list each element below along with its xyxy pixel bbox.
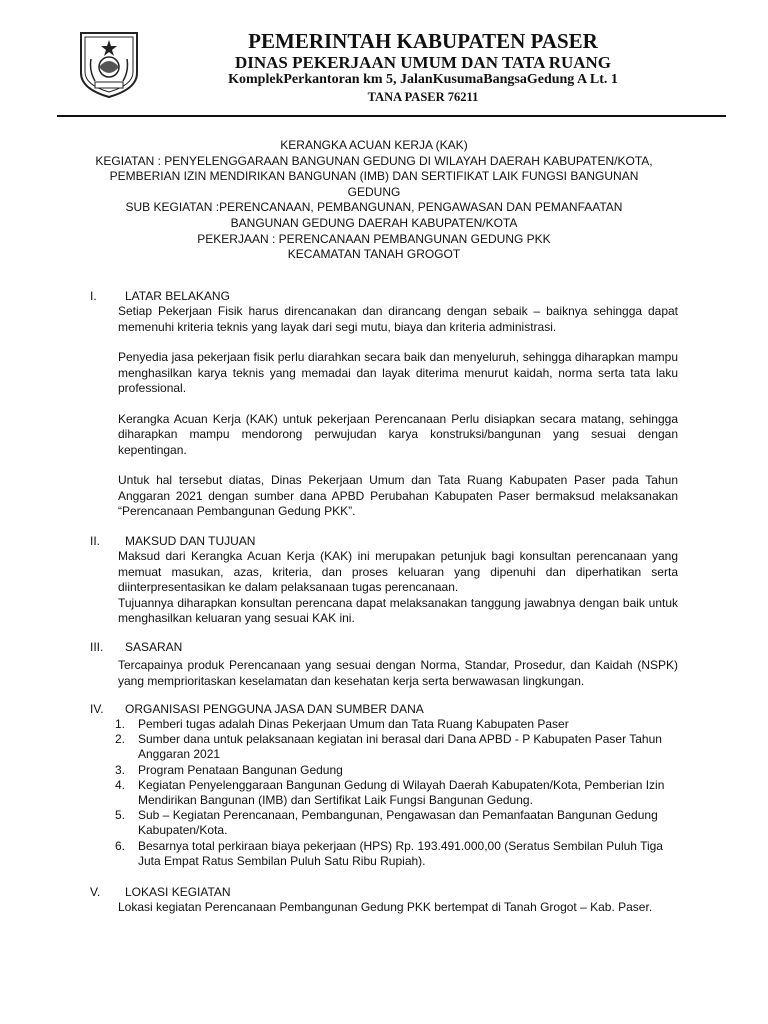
section-organisasi [90,702,686,869]
section-number: III. [90,640,104,654]
letterhead-address: KomplekPerkantoran km 5, JalanKusumaBangsaGedung A Lt. 1 [228,72,618,87]
list-item-number: 3. [115,762,126,777]
sub-activity-title-line: SUB KEGIATAN :PERENCANAAN, PEMBANGUNAN, PENGAWASAN DAN PEMANFAATAN [125,200,623,215]
letterhead [0,0,768,120]
section-number: II. [90,534,101,548]
section-title: MAKSUD DAN TUJUAN [125,534,256,548]
paragraph: Penyedia jasa pekerjaan fisik perlu diarahkan secara baik dan menyeluruh, sehingga diharapkan mampu menghasilkan karya teknis yang memadai dan layak diterima menurut kaidah, norma serta tata laku professional. [118,350,678,395]
paragraph: Lokasi kegiatan Perencanaan Pembangunan Gedung PKK bertempat di Tanah Grogot – Kab. Paser. [118,900,653,914]
regency-emblem-icon [77,29,141,99]
section-heading [90,534,686,549]
section-title: LOKASI KEGIATAN [125,885,231,899]
activity-title-line: KEGIATAN : PENYELENGGARAAN BANGUNAN GEDUNG DI WILAYAH DAERAH KABUPATEN/KOTA, [95,153,653,168]
section-heading [90,885,686,900]
section-lokasi-kegiatan [90,885,686,916]
section-maksud-dan-tujuan [90,534,686,627]
list-item-text: Pemberi tugas adalah Dinas Pekerjaan Umum dan Tata Ruang Kabupaten Paser [138,717,569,731]
list-item [115,778,678,808]
list-item [115,717,678,732]
list-item [115,839,678,869]
paragraph: Setiap Pekerjaan Fisik harus direncanakan dan dirancang dengan sebaik – baiknya sehingga dapat memenuhi kriteria teknis yang layak dari segi mutu, biaya dan kriteria administrasi. [118,304,678,334]
paragraph: Tujuannya diharapkan konsultan perencana dapat melaksanakan tanggung jawabnya dengan baik untuk menghasilkan keluaran yang sesuai KAK ini. [118,595,678,625]
document-title: KERANGKA ACUAN KERJA (KAK) [280,138,468,152]
section-title: LATAR BELAKANG [125,289,230,303]
list-item [115,808,678,838]
section-sasaran [90,640,686,689]
list-item-text: Besarnya total perkiraan biaya pekerjaan (HPS) Rp. 193.491.000,00 (Seratus Sembilan Puluh Tiga Juta Empat Ratus Sembilan Puluh Satu Ribu Rupiah). [138,838,663,868]
section-heading [90,702,686,717]
list-item-text: Sub – Kegiatan Perencanaan, Pembangunan, Pengawasan dan Pemanfaatan Bangunan Gedung Kabupaten/Kota. [138,808,658,838]
letterhead-city-postcode: TANA PASER 76211 [367,90,479,104]
list-item-number: 4. [115,777,126,792]
section-body [118,549,678,627]
district-title-line: KECAMATAN TANAH GROGOT [287,247,461,262]
section-body [118,900,678,916]
section-heading [90,640,686,655]
section-heading [90,289,686,304]
activity-title-line: GEDUNG [347,184,401,199]
letterhead-divider [57,115,726,117]
section-title: SASARAN [125,640,183,654]
paragraph: Tercapainya produk Perencanaan yang sesuai dengan Norma, Standar, Prosedur, dan Kaidah (NSPK) yang memprioritaskan keselamatan dan kesehatan kerja serta berwawasan lingkungan. [118,658,678,688]
list-item-number: 6. [115,838,126,853]
list-item [115,763,678,778]
letterhead-department-name: DINAS PEKERJAAN UMUM DAN TATA RUANG [234,53,612,72]
section-title: ORGANISASI PENGGUNA JASA DAN SUMBER DANA [125,702,424,716]
section-latar-belakang [90,289,686,520]
document-title-block [80,138,668,263]
list-item-text: Program Penataan Bangunan Gedung [138,762,343,777]
section-body [118,304,678,520]
list-item-number: 1. [115,717,126,731]
letterhead-government-name: PEMERINTAH KABUPATEN PASER [248,29,598,53]
activity-title-line: PEMBERIAN IZIN MENDIRIKAN BANGUNAN (IMB) DAN SERTIFIKAT LAIK FUNGSI BANGUNAN [109,169,639,184]
work-title-line: PEKERJAAN : PERENCANAAN PEMBANGUNAN GEDUNG PKK [197,231,551,246]
list-item [115,732,678,762]
numbered-list [115,717,678,869]
list-item-number: 2. [115,732,126,747]
section-body [118,658,678,689]
paragraph: Kerangka Acuan Kerja (KAK) untuk pekerjaan Perencanaan Perlu disiapkan secara matang, sehingga diharapkan mampu mendorong perwujudan karya konstruksi/bangunan yang sesuai dengan kepentingan. [118,411,678,457]
list-item-text: Sumber dana untuk pelaksanaan kegiatan ini berasal dari Dana APBD - P Kabupaten Paser Tahun Anggaran 2021 [138,732,662,762]
section-number: I. [90,289,97,303]
paragraph: Untuk hal tersebut diatas, Dinas Pekerjaan Umum dan Tata Ruang Kabupaten Paser pada Tahun Anggaran 2021 dengan sumber dana APBD Perubahan Kabupaten Paser bermaksud melaksanakan “Perencanaan Pembangunan Gedung PKK”. [118,473,678,518]
paragraph: Maksud dari Kerangka Acuan Kerja (KAK) ini merupakan petunjuk bagi konsultan perencanaan yang memuat masukan, azas, kriteria, dan proses keluaran yang dipenuhi dan diperhatikan serta diinterpresentasikan ke dalam pelaksanaan tugas perencanaan. [118,549,678,594]
list-item-number: 5. [115,808,126,823]
section-number: V. [90,885,101,899]
section-number: IV. [90,702,104,716]
sub-activity-title-line: BANGUNAN GEDUNG DAERAH KABUPATEN/KOTA [230,215,518,230]
list-item-text: Kegiatan Penyelenggaraan Bangunan Gedung di Wilayah Daerah Kabupaten/Kota, Pemberian Izin Mendirikan Bangunan (IMB) dan Sertifikat Laik Fungsi Bangunan Gedung. [138,777,665,808]
